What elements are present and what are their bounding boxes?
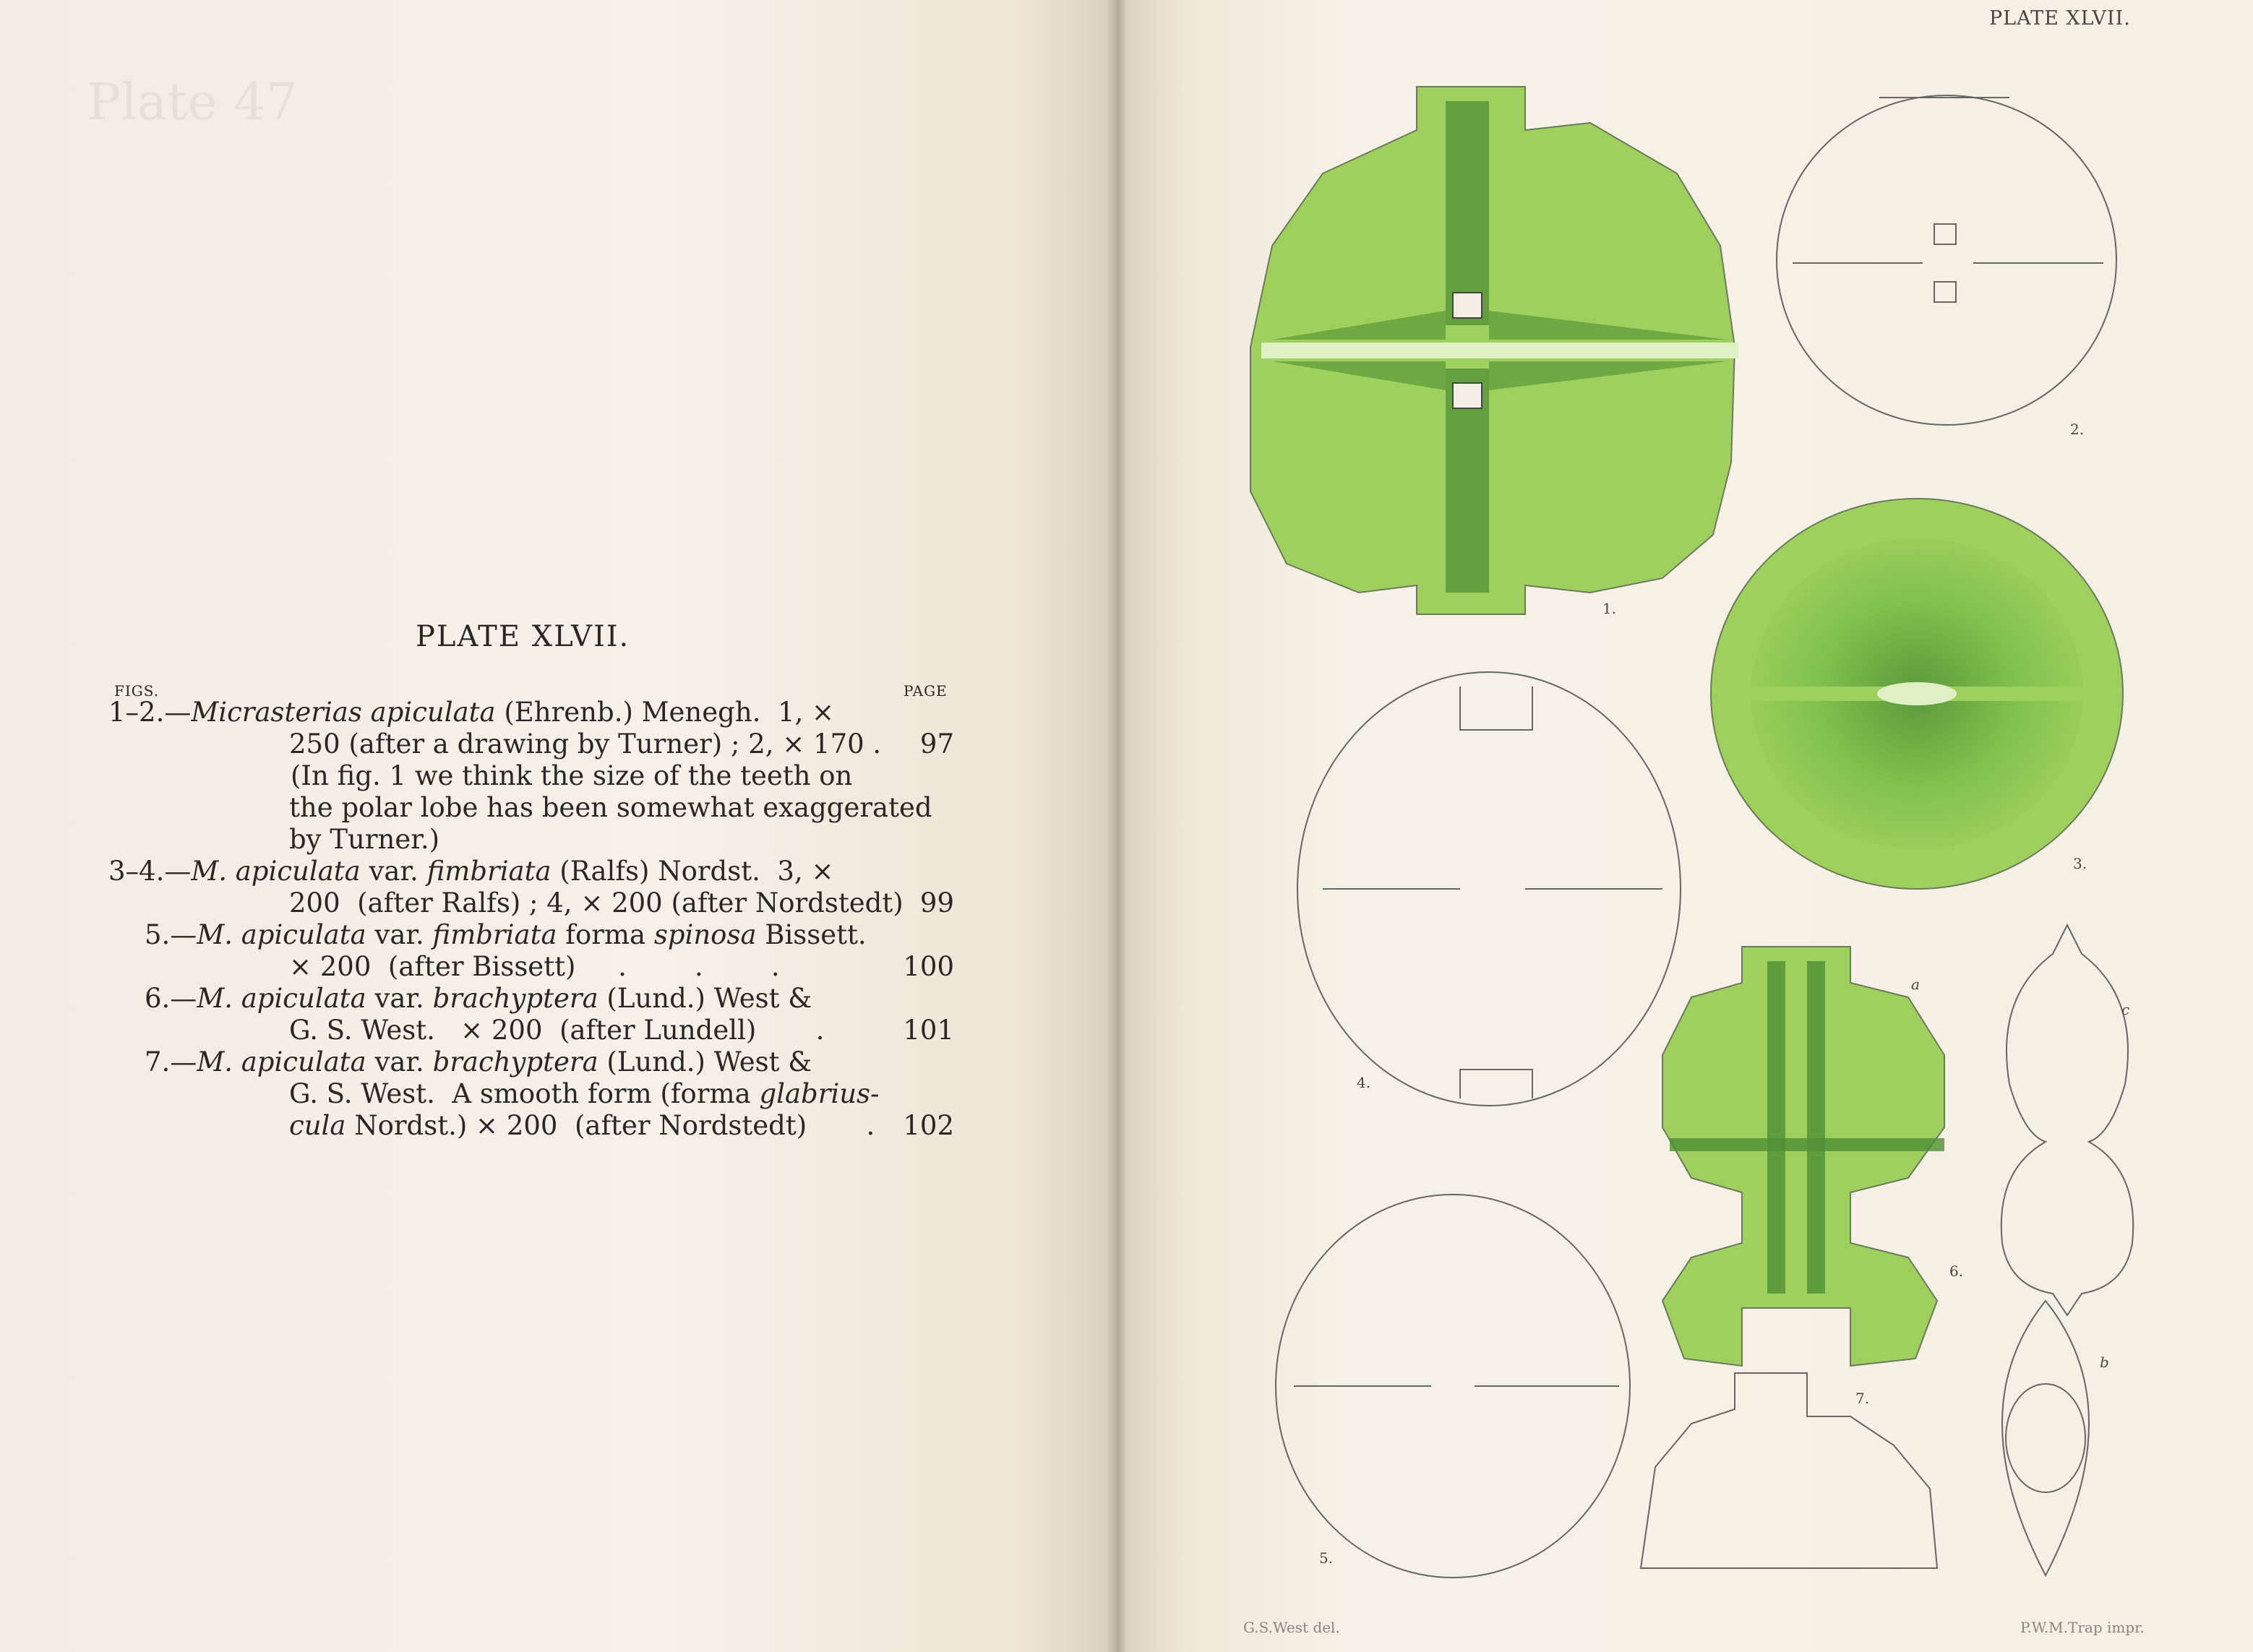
figure-6c-outline-cell [2001,925,2134,1315]
figure-label-1: 1. [1602,600,1617,617]
page-column-header: PAGE [904,682,948,700]
entry-5-page: 102 [903,1110,954,1141]
figure-3-green-cell [1711,499,2123,889]
entry-2-line-1: 3–4.—M. apiculata var. fimbriata (Ralfs) Nordst. 3, × [108,856,834,887]
figure-label-3: 3. [2073,855,2087,872]
entry-1-line-5: by Turner.) [289,824,440,855]
entry-3-page: 100 [903,951,954,982]
ghost-show-through-text: Plate 47 [87,72,299,132]
figure-6a-green-cell [1662,947,1944,1366]
figure-label-2: 2. [2070,421,2085,438]
entry-4-page: 101 [903,1015,954,1046]
running-head: PLATE XLVII. [1989,7,2131,30]
figure-label-7: 7. [1855,1390,1870,1407]
figure-label-5: 5. [1319,1549,1334,1567]
entry-5-line-1: 7.—M. apiculata var. brachyptera (Lund.) West & [145,1046,812,1077]
entry-1-page: 97 [919,728,954,760]
figure-7-outline-cell [1641,1373,1937,1568]
entry-1-line-3: (In fig. 1 we think the size of the teeth on [291,760,853,791]
entry-1-line-1: 1–2.—Micrasterias apiculata (Ehrenb.) Menegh. 1, × [108,697,835,728]
figure-label-4: 4. [1357,1074,1371,1091]
figure-5-outline-cell [1276,1195,1630,1578]
figs-column-header: FIGS. [114,682,160,700]
figure-label-b: b [2100,1354,2109,1371]
entry-5-line-2: G. S. West. A smooth form (forma glabrius- [289,1078,880,1109]
figure-6b-outline-cell [2002,1301,2089,1575]
entry-1-line-2: 250 (after a drawing by Turner) ; 2, × 170 . 97 [289,728,954,760]
printer-credit: P.W.M.Trap impr. [2020,1619,2145,1636]
entry-5-line-3: cula Nordst.) × 200 (after Nordstedt) . 102 [289,1110,954,1141]
entry-3-line-1: 5.—M. apiculata var. fimbriata forma spinosa Bissett. [145,919,867,950]
figure-label-a: a [1911,976,1920,993]
entry-2-line-2: 200 (after Ralfs) ; 4, × 200 (after Nordstedt) 99 [289,887,954,919]
figure-label-c: c [2121,1001,2130,1018]
figure-4-outline-cell [1297,672,1681,1106]
plate-title: PLATE XLVII. [416,620,630,653]
artist-credit: G.S.West del. [1243,1619,1340,1636]
figure-label-6: 6. [1949,1262,1964,1280]
entry-2-page: 99 [919,887,954,919]
figure-2-outline-cell [1777,95,2116,425]
entry-4-line-2: G. S. West. × 200 (after Lundell) . 101 [289,1015,954,1046]
entry-3-line-2: × 200 (after Bissett) . . . 100 [289,951,954,982]
figure-1-green-cell [1250,87,1738,614]
entry-1-line-4: the polar lobe has been somewhat exaggerated [289,792,932,823]
entry-4-line-1: 6.—M. apiculata var. brachyptera (Lund.) West & [145,983,812,1014]
